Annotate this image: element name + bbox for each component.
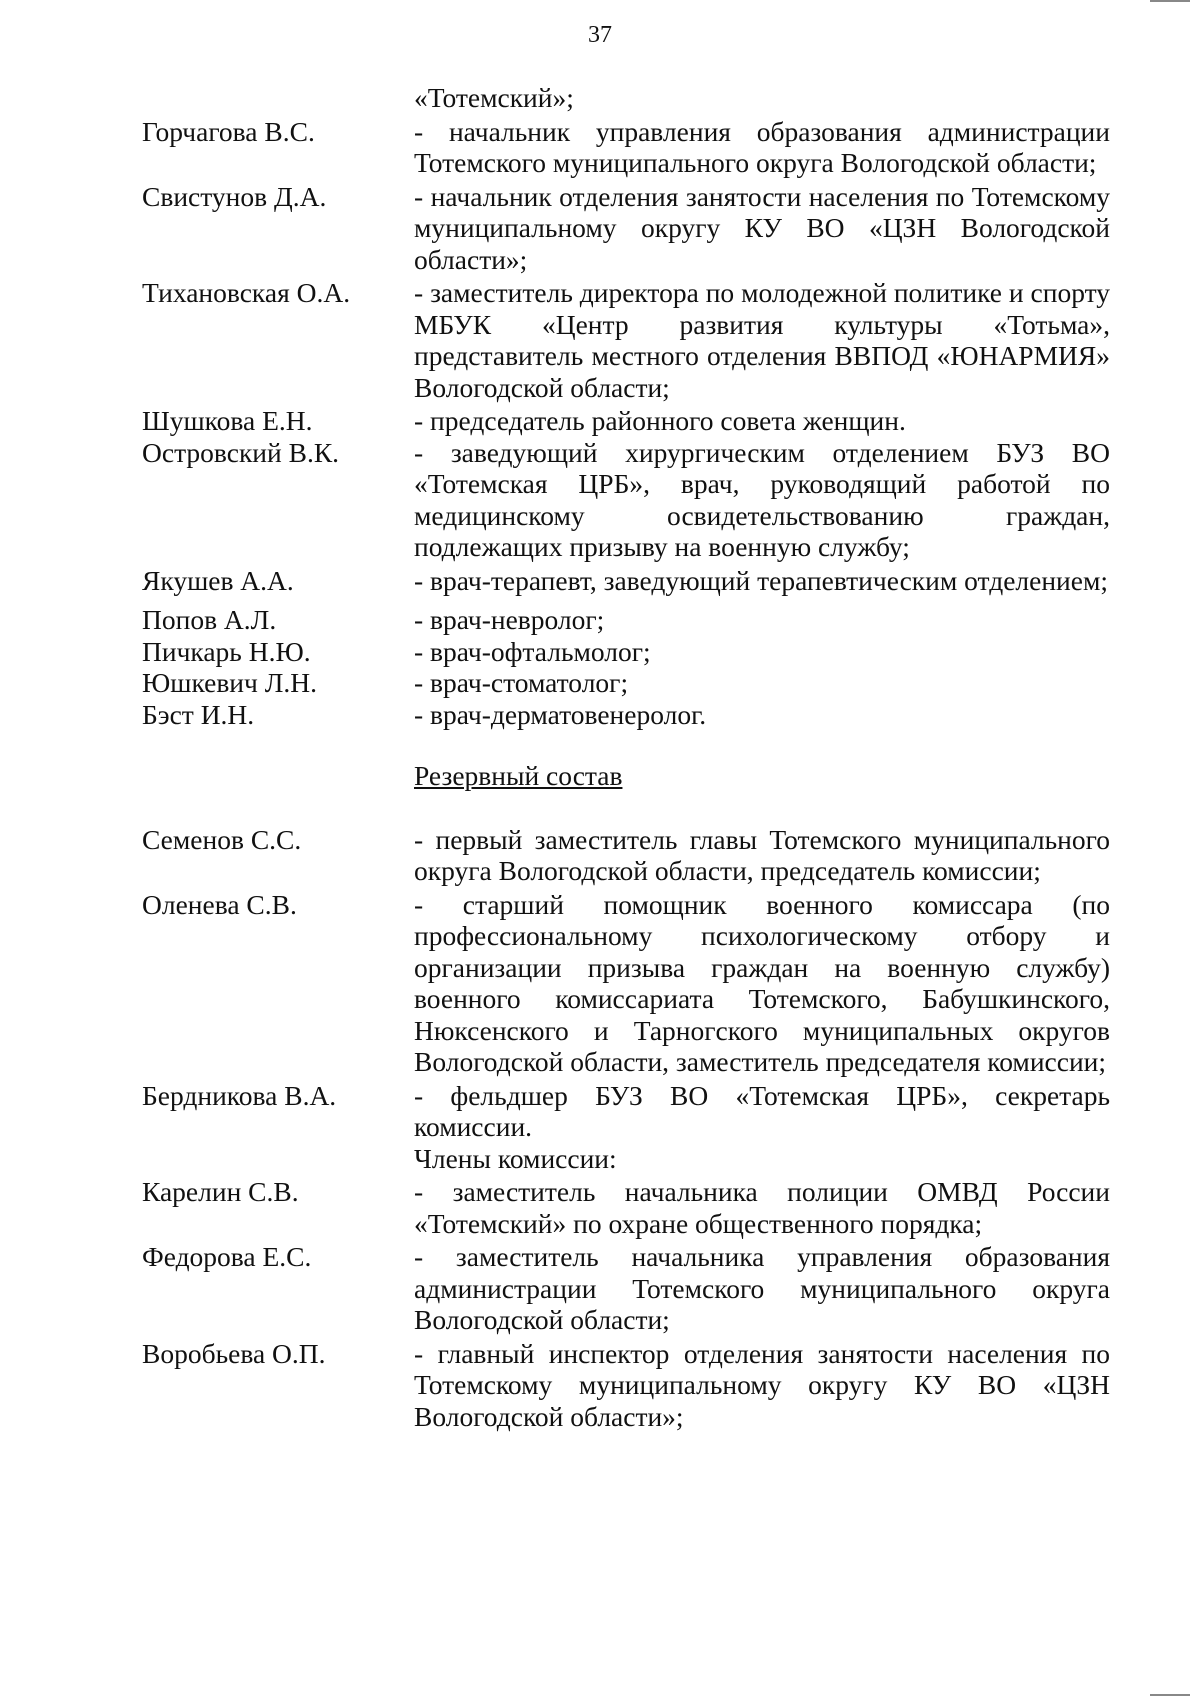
member-name: Горчагова В.С. [142,115,315,147]
member-row [142,1080,1110,1143]
member-name: Воробьева О.П. [142,1337,326,1369]
member-row [142,181,1110,276]
member-name: Оленева С.В. [142,888,297,920]
members-label: Члены комиссии: [414,1142,617,1174]
page-number: 37 [588,22,612,48]
member-row [142,889,1110,1078]
member-row [142,636,1110,668]
scan-mark-top-right [1150,0,1190,2]
member-row [142,1241,1110,1336]
member-name: Якушев А.А. [142,564,294,596]
members-label-row [142,1143,1110,1175]
member-row [142,824,1110,887]
member-position: - заместитель директора по молодежной политике и спорту МБУК «Центр развития культуры «Тотьма», представитель местного отделения ВВПОД «ЮНАРМИЯ» Вологодской области; [414,277,1110,403]
member-position: - врач-терапевт, заведующий терапевтическим отделением; [414,564,1109,596]
member-row [142,437,1110,563]
member-name: Тихановская О.А. [142,277,351,308]
member-name: Свистунов Д.А. [142,180,327,212]
member-position: - заведующий хирургическим отделением БУЗ ВО «Тотемская ЦРБ», врач, руководящий работой по медицинскому освидетельствованию граждан, подлежащих призыву на военную службу; [414,436,1110,562]
member-name: Федорова Е.С. [142,1241,312,1272]
member-name: Пичкарь Н.Ю. [142,635,311,667]
member-row [142,1338,1110,1433]
member-row [142,1176,1110,1239]
member-row [142,405,1110,437]
member-position: - заместитель начальника полиции ОМВД России «Тотемский» по охране общественного порядка; [414,1176,1110,1239]
member-position: - старший помощник военного комиссара (по профессиональному психологическому отбору и организации призыва граждан на военную службу) военного комиссариата Тотемского, Бабушкинского, Нюксенского и Тарногского муниципальных округов Вологодской области, заместитель председателя комиссии; [414,888,1110,1077]
member-name: Карелин С.В. [142,1176,299,1207]
member-position: - заместитель начальника управления образования администрации Тотемского муниципального округа Вологодской области; [414,1241,1110,1335]
member-row [142,116,1110,179]
member-position: - врач-офтальмолог; [414,635,651,667]
member-name: Семенов С.С. [142,823,302,855]
opening-line: «Тотемский»; [414,82,574,113]
opening-row [142,82,1110,114]
member-name: Островский В.К. [142,436,340,468]
scan-mark-bottom-right [1150,1694,1190,1696]
member-position: - начальник отделения занятости населения по Тотемскому муниципальному округу КУ ВО «ЦЗН Вологодской области»; [414,180,1110,275]
member-row [142,667,1110,699]
member-name: Юшкевич Л.Н. [142,667,317,698]
member-position: - главный инспектор отделения занятости населения по Тотемскому муниципальному округу КУ ВО «ЦЗН Вологодской области»; [414,1337,1110,1432]
member-name: Шушкова Е.Н. [142,405,313,436]
member-position: - врач-стоматолог; [414,667,629,698]
member-position: - председатель районного совета женщин. [414,405,906,436]
member-position: - врач-дерматовенеролог. [414,698,707,730]
member-name: Бэст И.Н. [142,698,255,730]
member-row [142,604,1110,636]
member-row [142,699,1110,731]
member-name: Бердникова В.А. [142,1079,337,1111]
member-name: Попов А.Л. [142,604,277,635]
document-body [142,82,1110,1434]
reserve-heading: Резервный состав [414,760,623,791]
member-position: - начальник управления образования администрации Тотемского муниципального округа Вологодской области; [414,115,1110,178]
member-row [142,277,1110,403]
member-position: - первый заместитель главы Тотемского муниципального округа Вологодской области, председатель комиссии; [414,823,1110,886]
member-position: - фельдшер БУЗ ВО «Тотемская ЦРБ», секретарь комиссии. [414,1079,1110,1142]
member-row [142,565,1110,597]
member-position: - врач-невролог; [414,604,605,635]
